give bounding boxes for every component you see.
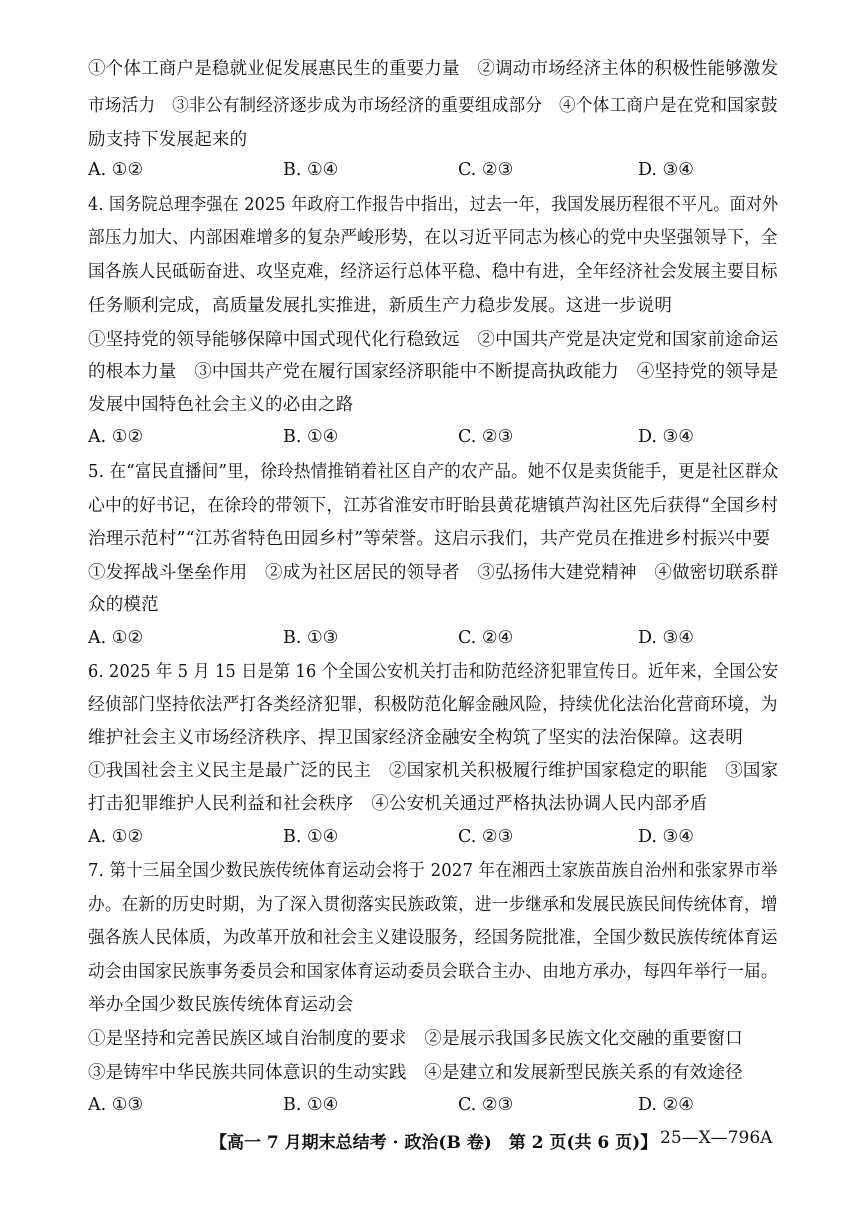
q3-choices (88, 158, 768, 182)
page-footer-title: 【高一 7 月期末总结考 · 政治(B 卷) 第 2 页(共 6 页)】 (210, 1133, 658, 1153)
q7-line-6: ①是坚持和完善民族区域自治制度的要求 ②是展示我国多民族文化交融的重要窗口 (88, 1029, 743, 1049)
q3-choice-b[interactable]: B. ①④ (283, 160, 339, 180)
q7-choice-a[interactable]: A. ①③ (88, 1095, 144, 1115)
q7-choice-b[interactable]: B. ①④ (283, 1095, 339, 1115)
q4-line-4: 任务顺利完成，高质量发展扎实推进，新质生产力稳步发展。这进一步说明 (88, 296, 673, 316)
q4-line-6: 的根本力量 ③中国共产党在履行国家经济职能中不断提高执政能力 ④坚持党的领导是 (88, 362, 779, 382)
q5-line-2: 心中的好书记，在徐玲的带领下，江苏省淮安市盱眙县黄花塘镇芦沟社区先后获得“全国乡村 (88, 496, 779, 516)
q4-line-7: 发展中国特色社会主义的必由之路 (88, 395, 354, 415)
q5-line-1: 5. 在“富民直播间”里，徐玲热情推销着社区自产的农产品。她不仅是卖货能手，更是社区群众 (88, 462, 779, 482)
q7-line-1: 7. 第十三届全国少数民族传统体育运动会将于 2027 年在湘西土家族苗族自治州和张家界市举 (88, 861, 778, 881)
q4-choice-b[interactable]: B. ①④ (283, 427, 339, 447)
q6-line-4: ①我国社会主义民主是最广泛的民主 ②国家机关积极履行维护国家稳定的职能 ③国家 (88, 761, 779, 781)
q5-choice-b[interactable]: B. ①③ (283, 628, 339, 648)
q7-line-5: 举办全国少数民族传统体育运动会 (88, 995, 354, 1015)
q6-choice-c[interactable]: C. ②③ (458, 827, 514, 847)
q6-line-1: 6. 2025 年 5 月 15 日是第 16 个全国公安机关打击和防范经济犯罪宣传日。近年来，全国公安 (88, 662, 779, 682)
q4-choice-a[interactable]: A. ①② (88, 427, 144, 447)
q7-choice-d[interactable]: D. ②④ (638, 1095, 694, 1115)
q7-line-2: 办。在新的历史时期，为了深入贯彻落实民族政策，进一步继承和发展民族民间传统体育，增 (88, 895, 778, 915)
q5-line-5: 众的模范 (88, 595, 159, 615)
q7-choice-c[interactable]: C. ②③ (458, 1095, 514, 1115)
q4-line-3: 国各族人民砥砺奋进、攻坚克难，经济运行总体平稳、稳中有进，全年经济社会发展主要目标 (88, 262, 778, 282)
q3-choice-a[interactable]: A. ①② (88, 160, 144, 180)
q5-choice-d[interactable]: D. ③④ (638, 628, 694, 648)
q5-line-4: ①发挥战斗堡垒作用 ②成为社区居民的领导者 ③弘扬伟大建党精神 ④做密切联系群 (88, 563, 779, 583)
q5-choice-a[interactable]: A. ①② (88, 628, 144, 648)
q4-line-5: ①坚持党的领导能够保障中国式现代化行稳致远 ②中国共产党是决定党和国家前途命运 (88, 330, 779, 350)
q4-choice-c[interactable]: C. ②③ (458, 427, 514, 447)
q5-line-3: 治理示范村”“江苏省特色田园乡村”等荣誉。这启示我们，共产党员在推进乡村振兴中要 (88, 529, 771, 549)
q7-choices (88, 1093, 768, 1117)
q4-choices (88, 425, 768, 449)
q7-line-7: ③是铸牢中华民族共同体意识的生动实践 ④是建立和发展新型民族关系的有效途径 (88, 1063, 743, 1083)
q4-choice-d[interactable]: D. ③④ (638, 427, 694, 447)
page-footer-code: 25—X—796A (660, 1128, 773, 1148)
q3-line-1: ①个体工商户是稳就业促发展惠民生的重要力量 ②调动市场经济主体的积极性能够激发 (88, 59, 779, 79)
q7-line-3: 强各族人民体质，为改革开放和社会主义建设服务，经国务院批准，全国少数民族传统体育运 (88, 928, 778, 948)
q3-line-3: 励支持下发展起来的 (88, 130, 248, 150)
q6-line-5: 打击犯罪维护人民利益和社会秩序 ④公安机关通过严格执法协调人民内部矛盾 (88, 794, 708, 814)
q6-choice-b[interactable]: B. ①④ (283, 827, 339, 847)
q6-line-3: 维护社会主义市场经济秩序、捍卫国家经济金融安全构筑了坚实的法治保障。这表明 (88, 728, 743, 748)
q6-choice-d[interactable]: D. ③④ (638, 827, 694, 847)
q4-line-1: 4. 国务院总理李强在 2025 年政府工作报告中指出，过去一年，我国发展历程很不平凡。面对外 (88, 195, 779, 215)
q5-choice-c[interactable]: C. ②④ (458, 628, 514, 648)
q3-choice-c[interactable]: C. ②③ (458, 160, 514, 180)
q3-choice-d[interactable]: D. ③④ (638, 160, 694, 180)
q5-choices (88, 626, 768, 650)
q3-line-2: 市场活力 ③非公有制经济逐步成为市场经济的重要组成部分 ④个体工商户是在党和国家鼓 (88, 96, 778, 116)
q7-line-4: 动会由国家民族事务委员会和国家体育运动委员会联合主办、由地方承办，每四年举行一届。 (88, 962, 778, 982)
q4-line-2: 部压力加大、内部困难增多的复杂严峻形势，在以习近平同志为核心的党中央坚强领导下，全 (88, 228, 778, 248)
q6-choice-a[interactable]: A. ①② (88, 827, 144, 847)
q6-line-2: 经侦部门坚持依法严打各类经济犯罪，积极防范化解金融风险，持续优化法治化营商环境，为 (88, 695, 778, 715)
q6-choices (88, 825, 768, 849)
